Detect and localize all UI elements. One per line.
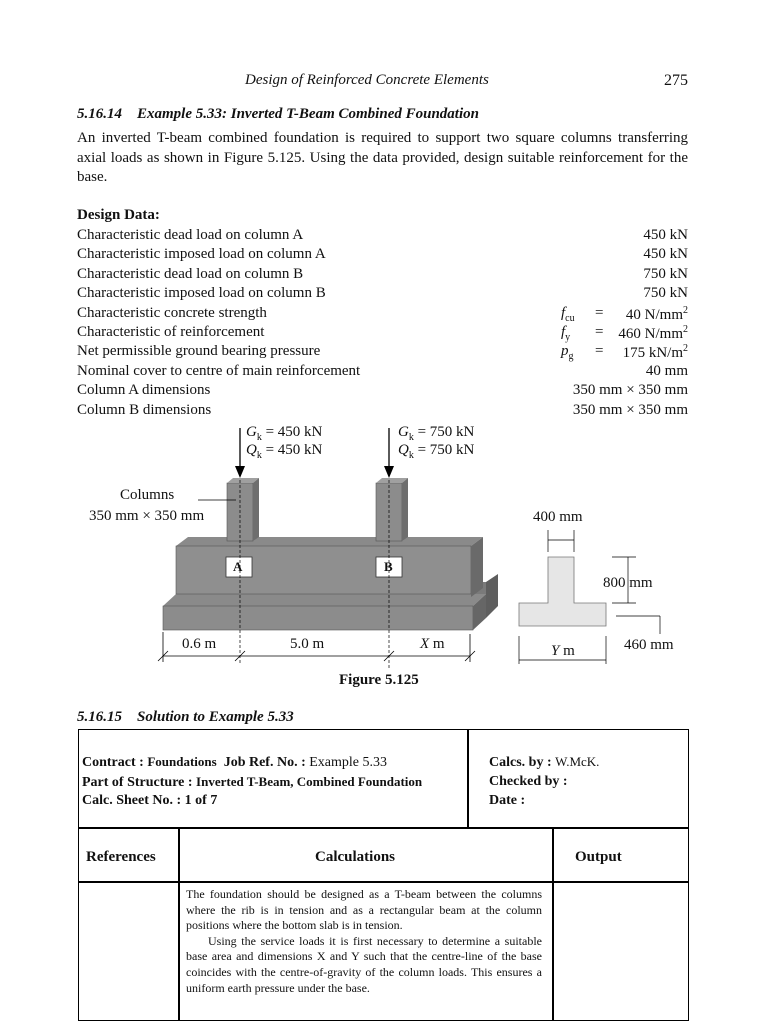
design-data-value: 460 $N/mm^2$: [618, 324, 688, 342]
columns-dims-label: 350 mm × 350 mm: [89, 508, 205, 524]
design-data-value: 40 $N/mm^2$: [625, 304, 688, 323]
design-data-value: 450 kN: [643, 246, 688, 263]
design-data-value: 450 kN: [643, 227, 688, 243]
design-data-row: [77, 246, 688, 265]
calc-sheet-header-divider: [78, 827, 689, 829]
design-data-row: [77, 285, 688, 304]
dim-y: Y m: [551, 643, 575, 659]
output-column-header: Output: [575, 849, 622, 865]
arrowhead-b-icon: [384, 466, 394, 478]
checked-by-line: Checked by :: [489, 774, 568, 789]
design-data-label: Column A dimensions: [77, 382, 211, 399]
column-a-side: [253, 478, 259, 541]
design-data-label: Characteristic concrete strength: [77, 304, 267, 321]
solution-heading: 5.16.15 Solution to Example 5.33: [77, 709, 294, 725]
label-b: B: [384, 559, 393, 574]
design-data-symbol: $f_{cu}$: [561, 304, 575, 324]
column-b-side: [402, 478, 408, 541]
output-column-divider: [552, 827, 554, 1021]
dim-400mm: 400 mm: [533, 509, 583, 525]
dim-460mm: 460 mm: [624, 637, 674, 653]
design-data-row: [77, 382, 688, 401]
rib-front-face: [176, 546, 471, 594]
design-data-row: [77, 266, 688, 285]
design-data-value: 350 mm × 350 mm: [572, 401, 688, 418]
calculation-text: [186, 887, 542, 996]
figure-5-125: [0, 420, 768, 670]
design-data-value: 175 $kN/m^2$: [622, 343, 688, 362]
columns-label: Columns: [120, 487, 175, 503]
dim-x: X m: [420, 636, 445, 652]
calc-sheet-colhead-divider: [78, 881, 689, 883]
calc-paragraph-2: Using the service loads it is first necessary to determine a suitable base area and dimensions X and Y such that the centre-line of the base coincides with the centre-of-gravity of the column loads. This ensures a uniform earth pressure under the base.: [186, 933, 542, 995]
design-data-row: [77, 227, 688, 246]
design-data-equals: =: [595, 324, 604, 340]
design-data-value: 750 kN: [643, 265, 688, 282]
design-data-label: Nominal cover to centre of main reinforcement: [77, 362, 361, 379]
design-data-row: [77, 324, 688, 343]
design-data-label: Characteristic dead load on column A: [77, 227, 304, 243]
design-data-label: Characteristic dead load on column B: [77, 265, 304, 282]
rib-side-face: [471, 537, 483, 597]
design-data-title: Design Data:: [77, 207, 160, 223]
design-data-label: Characteristic of reinforcement: [77, 324, 265, 340]
design-data-equals: =: [595, 304, 604, 321]
design-data-label: Net permissible ground bearing pressure: [77, 343, 321, 360]
dim-5-0m: 5.0 m: [290, 636, 325, 652]
design-data-label: Characteristic imposed load on column B: [77, 285, 326, 302]
label-a: A: [233, 559, 243, 574]
design-data-value: 750 kN: [643, 285, 688, 302]
calc-sheet-number-line: Calc. Sheet No. : 1 of 7: [82, 793, 218, 808]
slab-right-step: [486, 574, 498, 618]
slab-top-surface: [163, 594, 486, 606]
dim-800mm: 800 mm: [603, 575, 653, 591]
calculations-column-header: Calculations: [315, 849, 396, 865]
design-data-symbol: $p_g$: [561, 343, 574, 363]
slab-front-face: [163, 606, 473, 630]
dim-0-6m: 0.6 m: [182, 636, 217, 652]
contract-line: Contract : Foundations Job Ref. No. : Example 5.33: [82, 754, 387, 770]
page-number: 275: [664, 72, 688, 89]
t-section: [519, 557, 606, 626]
load-a-qk: $Q_k = 450$ kN: [246, 442, 323, 461]
design-data-label: Characteristic imposed load on column A: [77, 246, 326, 263]
design-data-equals: =: [595, 343, 604, 360]
design-data-row: [77, 305, 688, 324]
design-data-label: Column B dimensions: [77, 401, 212, 418]
load-b-gk: $G_k = 750$ kN: [398, 424, 475, 443]
part-of-structure-line: Part of Structure : Inverted T-Beam, Combined Foundation: [82, 774, 423, 790]
date-line: Date :: [489, 793, 526, 808]
running-title: Design of Reinforced Concrete Elements: [245, 72, 489, 88]
calcs-by-line: Calcs. by : W.McK.: [489, 754, 600, 770]
figure-caption: Figure 5.125: [339, 672, 419, 688]
references-column-divider: [178, 827, 180, 1021]
design-data-symbol: $f_y$: [561, 324, 571, 343]
design-data-row: [77, 363, 688, 382]
design-data-row: [77, 402, 688, 421]
design-data-value: 350 mm × 350 mm: [572, 382, 688, 399]
calc-paragraph-1: The foundation should be designed as a T-beam between the columns where the rib is in tension and as a rectangular beam at the column positions where the bottom slab is in tension.: [186, 887, 542, 933]
references-column-header: References: [86, 849, 156, 865]
load-b-qk: $Q_k = 750$ kN: [398, 442, 475, 461]
arrowhead-a-icon: [235, 466, 245, 478]
design-data-row: [77, 343, 688, 362]
example-heading: 5.16.14 Example 5.33: Inverted T-Beam Combined Foundation: [77, 106, 479, 122]
calc-sheet-header-vdivider: [467, 729, 469, 828]
rib-top-surface: [176, 537, 483, 546]
design-data-value: 40 mm: [645, 362, 688, 379]
intro-paragraph: An inverted T-beam combined foundation is required to support two square columns transferring axial loads as shown in Figure 5.125. Using the data provided, design suitable reinforcement for the base.: [77, 130, 688, 185]
load-a-gk: $G_k = 450$ kN: [246, 424, 323, 443]
